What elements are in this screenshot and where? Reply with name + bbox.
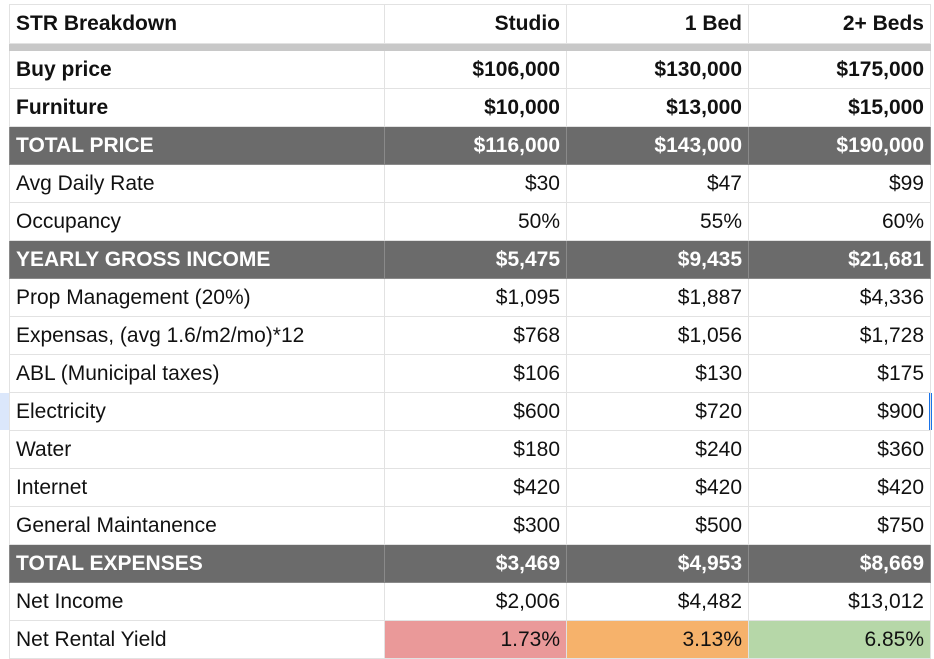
value-cell-2beds[interactable]: $4,336 [749,279,931,317]
row-label-cell[interactable]: Occupancy [10,203,385,241]
value-cell-2beds[interactable]: $13,012 [749,583,931,621]
row-label-cell[interactable]: Furniture [10,89,385,127]
value-cell-1bed[interactable]: $130,000 [567,51,749,89]
value-cell-1bed[interactable]: $1,056 [567,317,749,355]
table-row [10,507,931,545]
row-label-cell[interactable]: Avg Daily Rate [10,165,385,203]
row-label-cell[interactable]: Buy price [10,51,385,89]
row-label-cell[interactable]: Net Income [10,583,385,621]
table-row [10,203,931,241]
value-cell-1bed[interactable]: $500 [567,507,749,545]
value-cell-2beds[interactable]: $420 [749,469,931,507]
value-cell-2beds[interactable]: $900 [749,393,931,431]
table-row [10,583,931,621]
row-label-cell[interactable]: Net Rental Yield [10,621,385,659]
value-cell-studio[interactable]: $300 [385,507,567,545]
value-cell-1bed[interactable]: $420 [567,469,749,507]
value-cell-studio[interactable]: $106 [385,355,567,393]
value-cell-1bed[interactable]: $47 [567,165,749,203]
value-cell-1bed[interactable]: $143,000 [567,127,749,165]
table-row [10,317,931,355]
row-label-cell[interactable]: Water [10,431,385,469]
table-row [10,431,931,469]
value-cell-2beds[interactable]: $360 [749,431,931,469]
table-row [10,51,931,89]
value-cell-1bed[interactable]: $240 [567,431,749,469]
table-row [10,279,931,317]
row-label-cell[interactable]: ABL (Municipal taxes) [10,355,385,393]
header-2beds-cell[interactable]: 2+ Beds [749,5,931,44]
value-cell-2beds[interactable]: $190,000 [749,127,931,165]
row-label-cell[interactable]: Electricity [10,393,385,431]
table-row [10,127,931,165]
value-cell-1bed[interactable]: 3.13% [567,621,749,659]
table-row [10,621,931,659]
value-cell-studio[interactable]: $2,006 [385,583,567,621]
row-label-cell[interactable]: Expensas, (avg 1.6/m2/mo)*12 [10,317,385,355]
value-cell-2beds[interactable]: 60% [749,203,931,241]
row-label-cell[interactable]: Internet [10,469,385,507]
header-studio-cell[interactable]: Studio [385,5,567,44]
value-cell-studio[interactable]: $768 [385,317,567,355]
value-cell-2beds[interactable]: $99 [749,165,931,203]
value-cell-2beds[interactable]: $8,669 [749,545,931,583]
row-label-cell[interactable]: General Maintanence [10,507,385,545]
row-label-cell[interactable]: YEARLY GROSS INCOME [10,241,385,279]
value-cell-1bed[interactable]: $1,887 [567,279,749,317]
value-cell-1bed[interactable]: $4,482 [567,583,749,621]
value-cell-studio[interactable]: $5,475 [385,241,567,279]
value-cell-2beds[interactable]: $175,000 [749,51,931,89]
value-cell-studio[interactable]: $180 [385,431,567,469]
table-row [10,165,931,203]
value-cell-1bed[interactable]: $130 [567,355,749,393]
value-cell-studio[interactable]: $30 [385,165,567,203]
table-row [10,393,931,431]
value-cell-1bed[interactable]: $13,000 [567,89,749,127]
value-cell-studio[interactable]: $600 [385,393,567,431]
value-cell-studio[interactable]: $1,095 [385,279,567,317]
table-row [10,355,931,393]
header-title-cell[interactable]: STR Breakdown [10,5,385,44]
value-cell-studio[interactable]: $116,000 [385,127,567,165]
row-label-cell[interactable]: Prop Management (20%) [10,279,385,317]
header-row [10,5,931,44]
value-cell-studio[interactable]: $420 [385,469,567,507]
header-1bed-cell[interactable]: 1 Bed [567,5,749,44]
value-cell-1bed[interactable]: $9,435 [567,241,749,279]
table-row [10,469,931,507]
value-cell-2beds[interactable]: $21,681 [749,241,931,279]
value-cell-2beds[interactable]: $750 [749,507,931,545]
value-cell-2beds[interactable]: $15,000 [749,89,931,127]
value-cell-studio[interactable]: $3,469 [385,545,567,583]
value-cell-2beds[interactable]: $175 [749,355,931,393]
value-cell-1bed[interactable]: $4,953 [567,545,749,583]
row-label-cell[interactable]: TOTAL EXPENSES [10,545,385,583]
row-label-cell[interactable]: TOTAL PRICE [10,127,385,165]
table-row [10,89,931,127]
value-cell-studio[interactable]: $106,000 [385,51,567,89]
value-cell-1bed[interactable]: $720 [567,393,749,431]
value-cell-studio[interactable]: 1.73% [385,621,567,659]
value-cell-2beds[interactable]: 6.85% [749,621,931,659]
frozen-row-divider[interactable] [10,44,931,51]
value-cell-studio[interactable]: $10,000 [385,89,567,127]
value-cell-2beds[interactable]: $1,728 [749,317,931,355]
str-breakdown-table [9,4,931,659]
table-row [10,241,931,279]
row-selection-highlight [0,393,9,430]
table-row [10,545,931,583]
value-cell-1bed[interactable]: 55% [567,203,749,241]
value-cell-studio[interactable]: 50% [385,203,567,241]
